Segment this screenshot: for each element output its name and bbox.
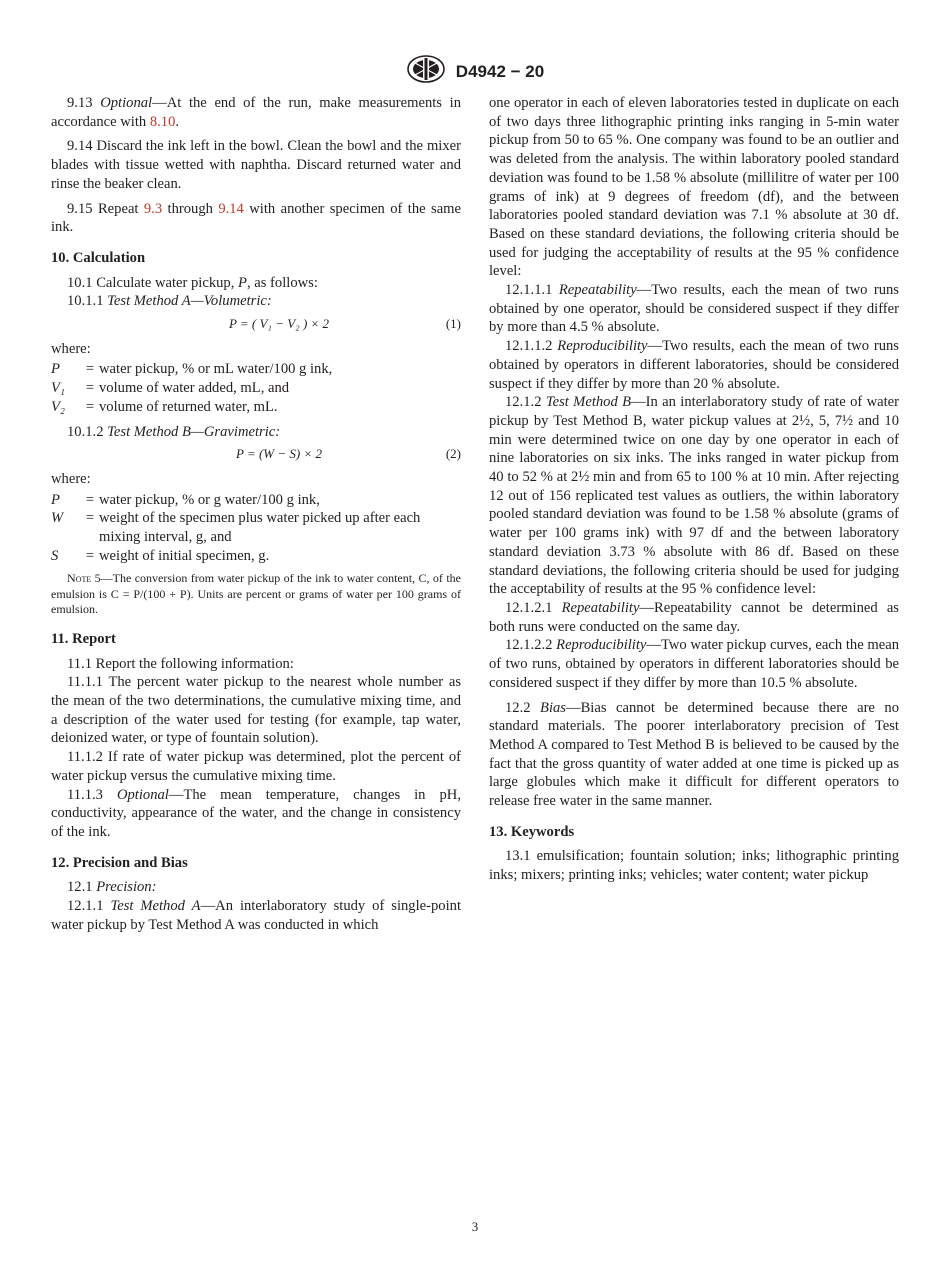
section-heading-calculation: 10. Calculation (51, 249, 146, 266)
page-header (0, 54, 950, 89)
paragraph-11-1-1: 11.1.1 The percent water pickup to the nearest whole number as the mean of the two determinations, the cumulative mixing time, and a description of the water used for testing (for example, tap water, deionized water, or type of fountain solution). (51, 674, 462, 747)
paragraph-10-1: 10.1 Calculate water pickup, P, as follows: (67, 274, 318, 291)
definition-list-2 (51, 491, 461, 566)
paragraph-12-1-1-continued: one operator in each of eleven laboratories tested in duplicate on each of two days three lithographic printing inks ranging in 5-min water pickup from 50 to 65 %. One company was found to be an outlier and was deleted from the analysis. The within laboratory pooled standard deviation was found to be 1.58 % absolute (millilitre of water per 100 grams of ink) at 9 degrees of freedom (df), and the between laboratories pooled standard deviation was 7.1 % absolute at 30 df. Based on these standard deviations, the following criteria should be used for judging the acceptability of results at the 95 % confidence level: (489, 95, 899, 280)
paragraph-12-1-2: 12.1.2 Test Method B—In an interlaboratory study of rate of water pickup by Test Method B, water pickup values at 2½, 5, 7½ and 10 min were determined twice on one day by one operator in each of nine laboratories on six inks. The inks ranged in water pickup from 40 to 52 % at 2½ min and from 65 to 100 % at 10 min. After rejecting 12 out of 156 replicated test values as outliers, the within laboratory pooled standard deviation was found to be 1.58 % absolute (grams of water per 100 grams ink) with 97 df and the between laboratory standard deviation 3.73 % absolute with 86 df. Based on these standard deviations, the following criteria should be used for judging the acceptability of results at the 95 % confidence level: (489, 394, 899, 598)
equation-1: P = ( V₁ − V₂ ) × 2 (1) (228, 316, 461, 332)
definition-row: P = water pickup, % or mL water/100 g ink, (51, 361, 333, 378)
paragraph-12-2: 12.2 Bias—Bias cannot be determined because there are no standard materials. The poorer interlaboratory precision of Test Method A compared to Test Method B is believed to be caused by the fact that the gross quantity of water added at one time is picked up as large globules which make it difficult for different operators to release free water in the same manner. (489, 699, 899, 810)
section-heading-report: 11. Report (51, 630, 116, 647)
paragraph-12-1: 12.1 Precision: (67, 879, 157, 896)
section-heading-precision-bias: 12. Precision and Bias (51, 854, 188, 871)
definition-row: S = weight of initial specimen, g. (51, 547, 270, 564)
equation-2: P = (W − S) × 2 (2) (235, 446, 461, 462)
ref-link-9-14[interactable]: 9.14 (218, 200, 244, 217)
paragraph-12-1-1-1: 12.1.1.1 Repeatability—Two results, each the mean of two runs obtained by one operator, should be considered suspect if they differ by more than 4.5 % absolute. (489, 282, 899, 336)
paragraph-13-1: 13.1 emulsification; fountain solution; inks; lithographic printing inks; mixers; printing inks; vehicles; water content; water pickup (489, 848, 899, 884)
paragraph-12-1-2-1: 12.1.2.1 Repeatability—Repeatability cannot be determined as both runs were conducted on the same day. (489, 599, 899, 635)
where-label: where: (51, 340, 91, 357)
ref-link-8-10[interactable]: 8.10 (149, 113, 176, 130)
left-column (51, 94, 461, 935)
definition-row: P = water pickup, % or g water/100 g ink, (51, 491, 320, 508)
section-heading-keywords: 13. Keywords (489, 823, 575, 840)
definition-row: V₁ = volume of water added, mL, and (51, 380, 290, 397)
ref-link-9-3[interactable]: 9.3 (143, 200, 163, 217)
definition-list-1 (51, 360, 461, 416)
paragraph-10-1-1: 10.1.1 Test Method A—Volumetric: (67, 293, 272, 310)
paragraph-9-13: 9.13 Optional—At the end of the run, make measurements in accordance with 8.10. (51, 95, 462, 130)
right-column (489, 94, 899, 885)
paragraph-9-15: 9.15 Repeat 9.3 through 9.14 with another specimen of the same ink. (51, 200, 462, 236)
paragraph-11-1: 11.1 Report the following information: (67, 655, 294, 672)
paragraph-12-1-1: 12.1.1 Test Method A—An interlaboratory study of single-point water pickup by Test Method A was conducted in which (51, 898, 461, 933)
paragraph-12-1-1-2: 12.1.1.2 Reproducibility—Two results, each the mean of two runs obtained by operators in different laboratories, should be considered suspect if they differ by more than 20 % absolute. (489, 338, 899, 392)
paragraph-10-1-2: 10.1.2 Test Method B—Gravimetric: (67, 423, 281, 440)
astm-logo-icon (406, 54, 446, 89)
definition-row: V₂ = volume of returned water, mL. (51, 398, 278, 415)
where-label: where: (51, 470, 91, 487)
paragraph-12-1-2-2: 12.1.2.2 Reproducibility—Two water pickup curves, each the mean of two runs, obtained by operators in different laboratories should be considered suspect if they differ by more than 10.5 % absolute. (489, 637, 899, 691)
document-id: D4942 − 20 (455, 61, 545, 81)
paragraph-11-1-3: 11.1.3 Optional—The mean temperature, changes in pH, conductivity, appearance of the water, and the change in consistency of the ink. (51, 786, 461, 840)
page-number: 3 (471, 1219, 479, 1234)
paragraph-11-1-2: 11.1.2 If rate of water pickup was determined, plot the percent of water pickup versus the cumulative mixing time. (51, 749, 461, 784)
paragraph-9-14: 9.14 Discard the ink left in the bowl. Clean the bowl and the mixer blades with tissue wetted with naphtha. Discard returned water and rinse the beaker clean. (51, 138, 461, 192)
definition-row: W = weight of the specimen plus water picked up after each mixing interval, g, and (51, 510, 421, 546)
note-5: Note 5—The conversion from water pickup of the ink to water content, C, of the emulsion is C = P/(100 + P). Units are percent or grams of water per 100 grams of emulsion. (51, 571, 461, 617)
